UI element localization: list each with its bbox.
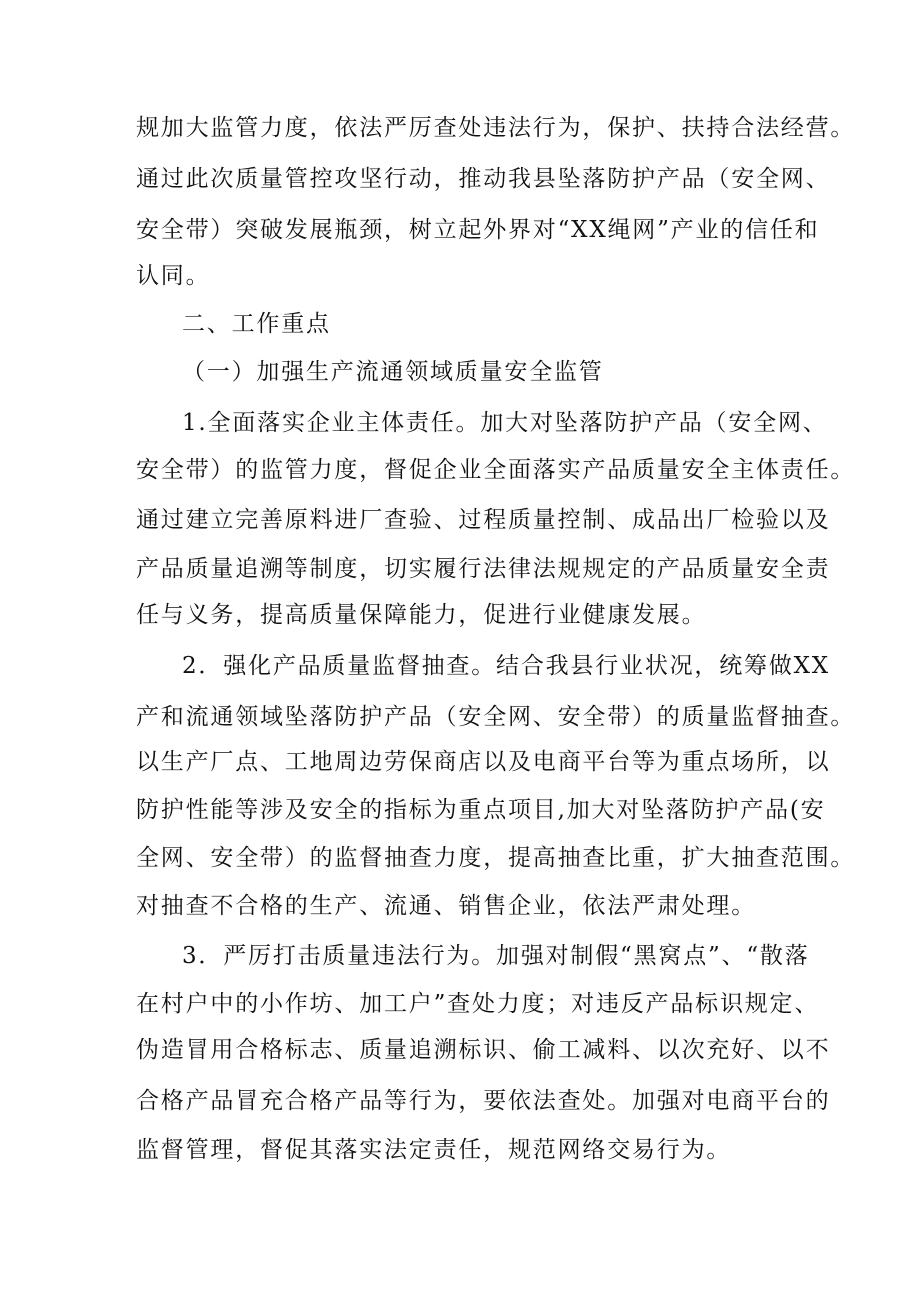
paragraph-line: 对抽查不合格的生产、流通、销售企业，依法严肃处理。	[136, 893, 756, 919]
paragraph-line: 在村户中的小作坊、加工户”查处力度；对违反产品标识规定、	[136, 991, 820, 1017]
paragraph-line: 伪造冒用合格标志、质量追溯标识、偷工减料、以次充好、以不	[136, 1037, 831, 1063]
paragraph-line: 监督管理，督促其落实法定责任，规范网络交易行为。	[136, 1137, 732, 1163]
paragraph-line: 以生产厂点、工地周边劳保商店以及电商平台等为重点场所，以	[136, 749, 831, 775]
paragraph-line: 3．严厉打击质量违法行为。加强对制假“黑窝点”、“散落	[182, 943, 810, 969]
paragraph-line: 通过此次质量管控攻坚行动，推动我县坠落防护产品（安全网、	[136, 166, 831, 192]
paragraph-line: 规加大监管力度，依法严厉查处违法行为，保护、扶持合法经营。	[136, 115, 856, 141]
subsection-heading: （一）加强生产流通领域质量安全监管	[182, 359, 604, 385]
paragraph-line: 安全带）突破发展瓶颈，树立起外界对“XX绳网”产业的信任和	[136, 217, 820, 243]
paragraph-line: 任与义务，提高质量保障能力，促进行业健康发展。	[136, 602, 707, 628]
paragraph-line: 合格产品冒充合格产品等行为，要依法查处。加强对电商平台的	[136, 1088, 831, 1114]
paragraph-line: 2．强化产品质量监督抽查。结合我县行业状况，统筹做XX	[182, 653, 830, 679]
section-heading: 二、工作重点	[182, 311, 331, 337]
paragraph-line: 1.全面落实企业主体责任。加大对坠落防护产品（安全网、	[182, 410, 828, 436]
paragraph-line: 安全带）的监管力度，督促企业全面落实产品质量安全主体责任。	[136, 457, 856, 483]
paragraph-line: 全网、安全带）的监督抽查力度，提高抽查比重，扩大抽查范围。	[136, 845, 856, 871]
paragraph-line: 产品质量追溯等制度，切实履行法律法规规定的产品质量安全责	[136, 556, 831, 582]
paragraph-line: 产和流通领域坠落防护产品（安全网、安全带）的质量监督抽查。	[136, 704, 856, 730]
paragraph-line: 防护性能等涉及安全的指标为重点项目,加大对坠落防护产品(安	[136, 797, 826, 823]
paragraph-line: 认同。	[136, 263, 211, 289]
paragraph-line: 通过建立完善原料进厂查验、过程质量控制、成品出厂检验以及	[136, 507, 831, 533]
